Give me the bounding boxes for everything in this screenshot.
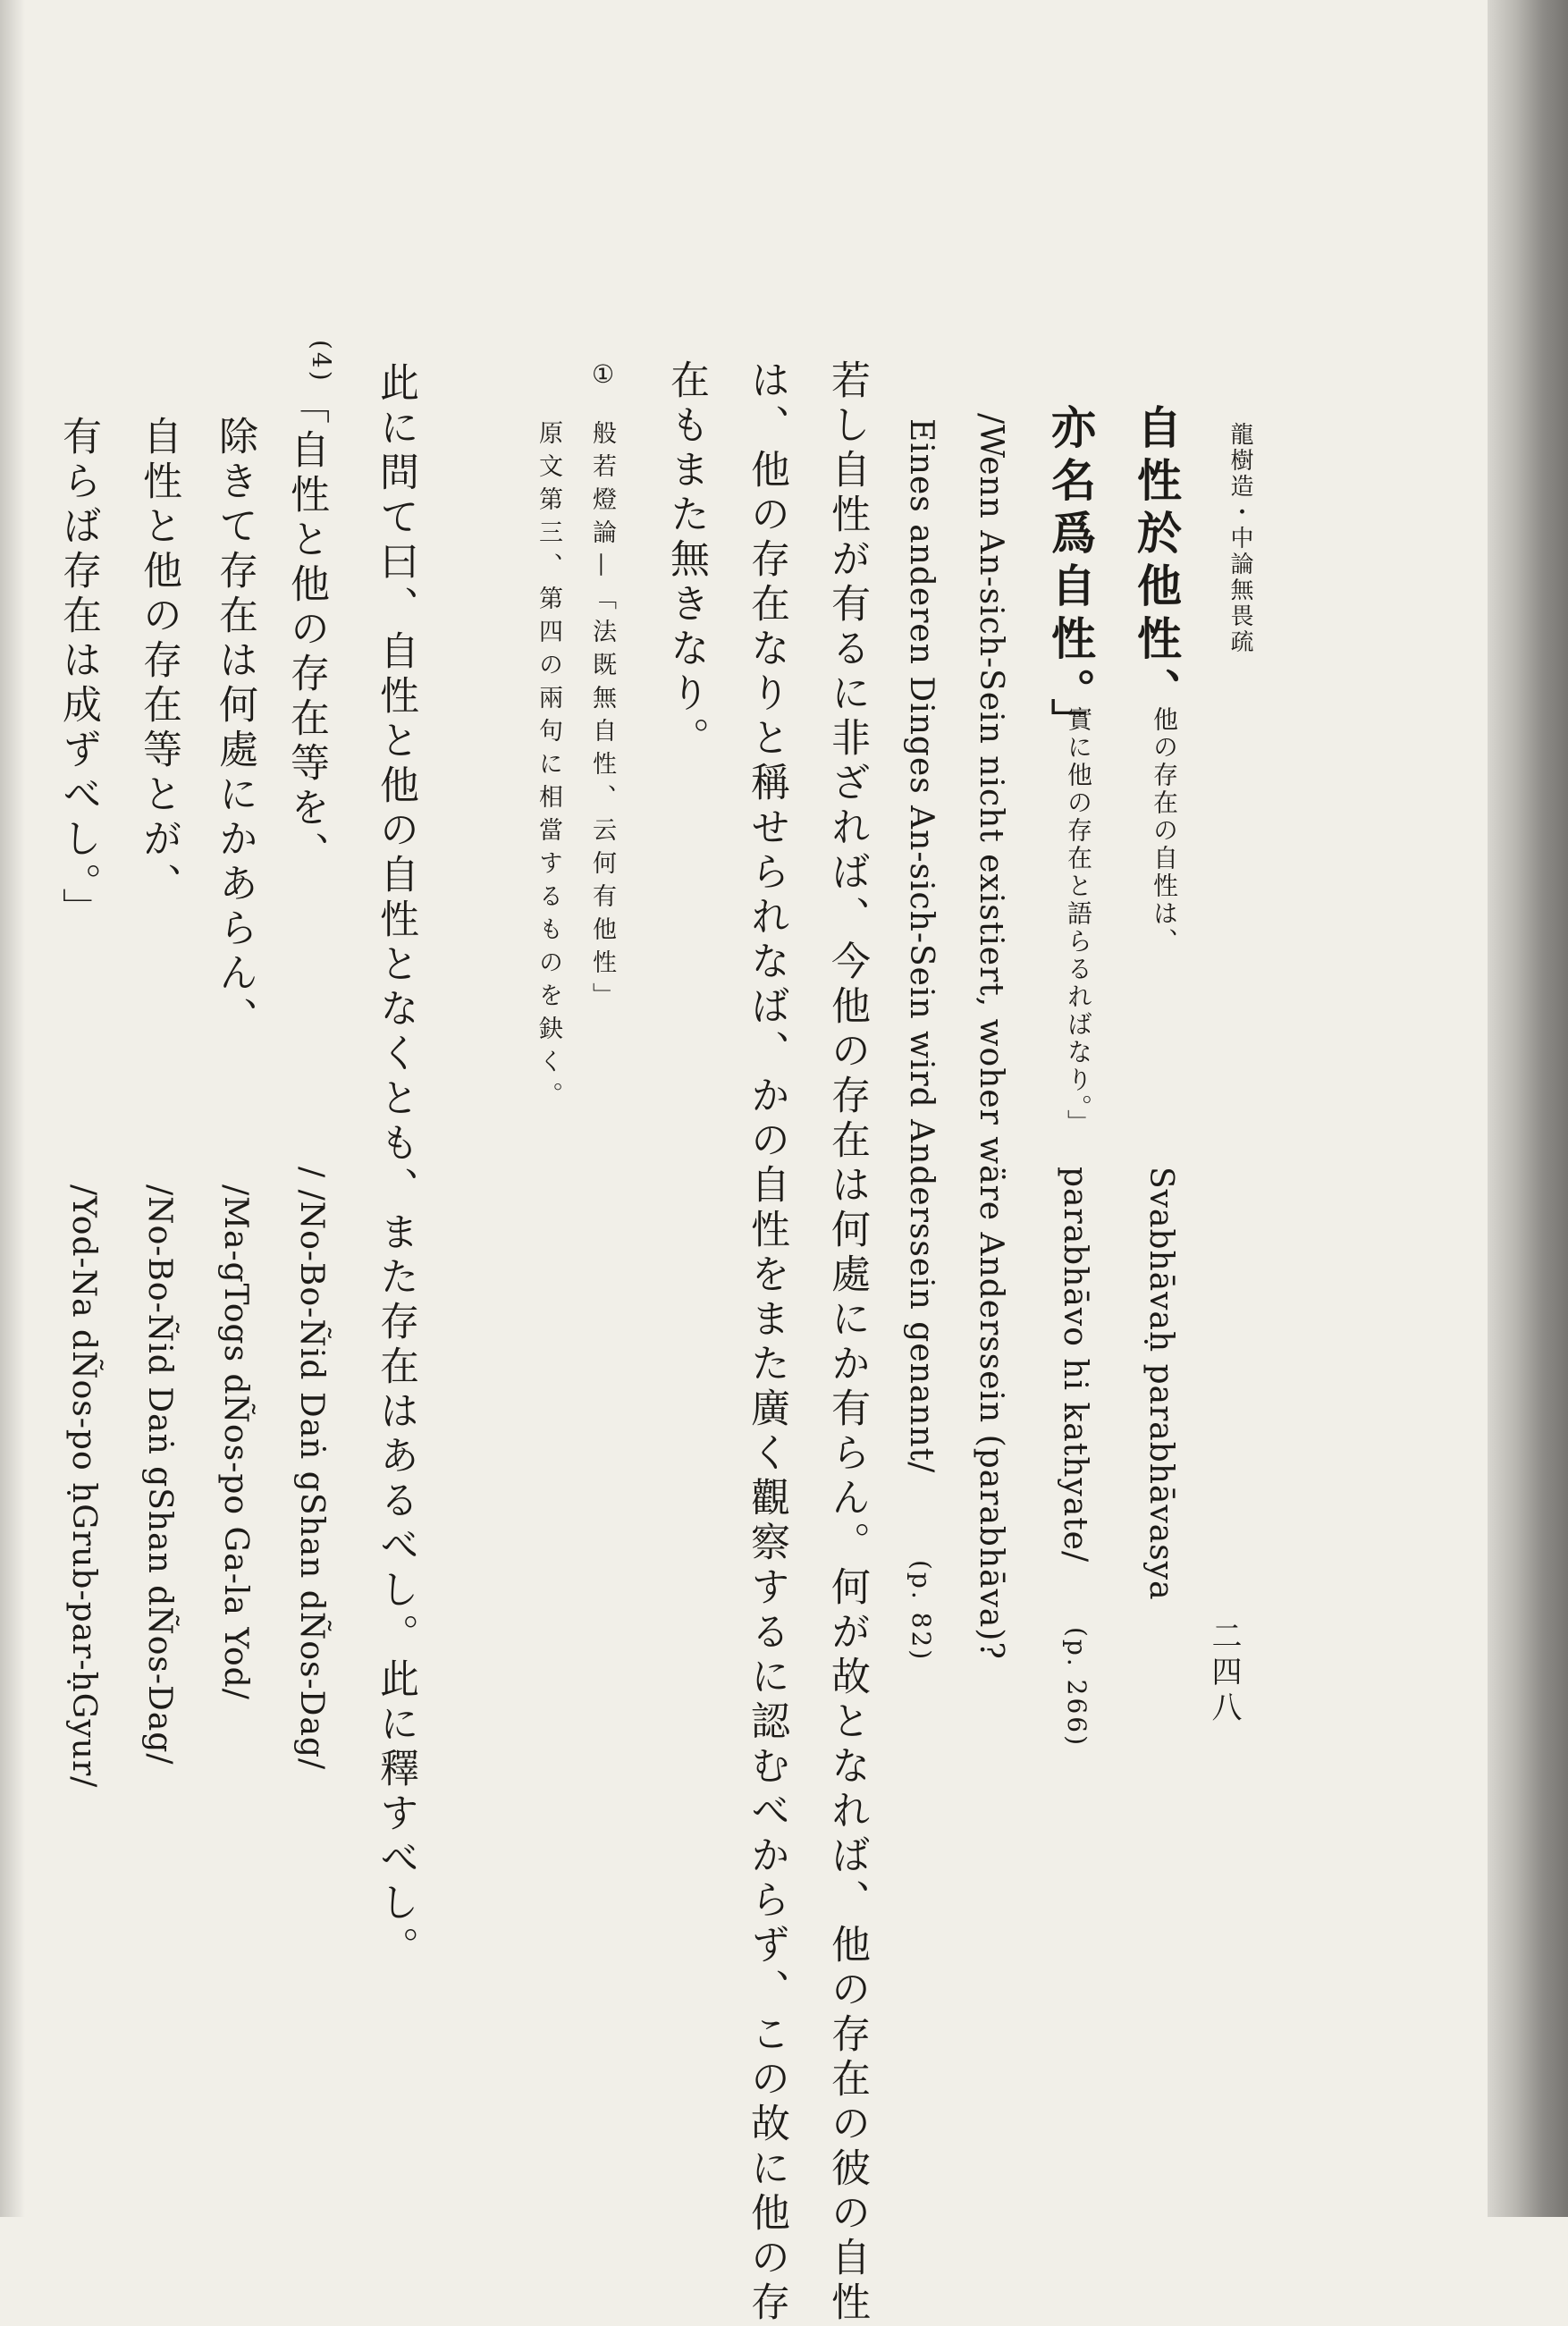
commentary-line3: 在もまた無きなり。 [663,359,709,762]
verse3-line1-chinese: 自性於他性、 [1130,404,1183,721]
verse3-line2-japanese: 實に他の存在と語らるればなり。」 [1064,706,1093,1137]
page-number: 二四八 [1206,1620,1242,1727]
footnote-line2: 原文第三、第四の兩句に相當するものを鈌く。 [535,420,562,1115]
page-left-edge [0,0,25,2217]
verse4-line4: 有らば存在は成ずべし。」 [55,416,101,932]
commentary-line2: は、他の存在なりと稱せられなば、かの自性をまた廣く觀察するに認むべからず、この故に他の存 [744,359,789,2326]
verse4-number: (4) [307,340,336,383]
verse3-line1-sanskrit: Svabhāvaḥ parabhāvasya [1142,1167,1179,1601]
verse4-line4-tibetan: /Yod-Na dÑos-po ḥGrub-par-ḥGyur/ [65,1184,102,1789]
question-line1: 此に問て曰、自性と他の自性となくとも、また存在はあるべし。此に釋すべし。 [373,362,418,1971]
verse3-line2-chinese: 亦名爲自性。」 [1044,404,1097,751]
verse4-line1: 「自性と他の存在等を、 [283,384,329,876]
verse3-line2-reference: (p. 266) [1062,1627,1092,1749]
german-translation-reference: (p. 82) [906,1560,936,1663]
verse4-line3: 自性と他の存在等とが、 [136,416,181,907]
verse4-line1-tibetan: / /No-Bo-Ñid Daṅ gShan dÑos-Dag/ [293,1167,330,1771]
page-binding-shadow [1488,0,1568,2217]
verse3-line1-japanese: 他の存在の自性は、 [1150,706,1179,956]
footnote-marker: ① [588,359,618,392]
german-translation-line1: /Wenn An-sich-Sein nicht existiert, woher wäre Anderssein (parabhāva)? [973,413,1009,1660]
verse4-line3-tibetan: /No-Bo-Ñid Daṅ gShan dÑos-Dag/ [141,1184,178,1766]
german-translation-line2: Eines anderen Dinges An-sich-Sein wird Anderssein genannt/ [903,418,940,1474]
verse4-line2-tibetan: /Ma-gTogs dÑos-po Ga-la Yod/ [217,1184,254,1700]
running-header-title: 龍樹造・中論無畏疏 [1227,422,1253,655]
verse4-line2: 除きて存在は何處にかあらん、 [212,416,257,1041]
verse3-line2-sanskrit: parabhāvo hi kathyate/ [1057,1167,1093,1563]
footnote-line1: 般若燈論—「法既無自性、云何有他性」 [588,420,616,1016]
commentary-line1: 若し自性が有るに非ざれば、今他の存在は何處にか有らん。何が故となれば、他の存在の彼の自性 [824,359,870,2326]
